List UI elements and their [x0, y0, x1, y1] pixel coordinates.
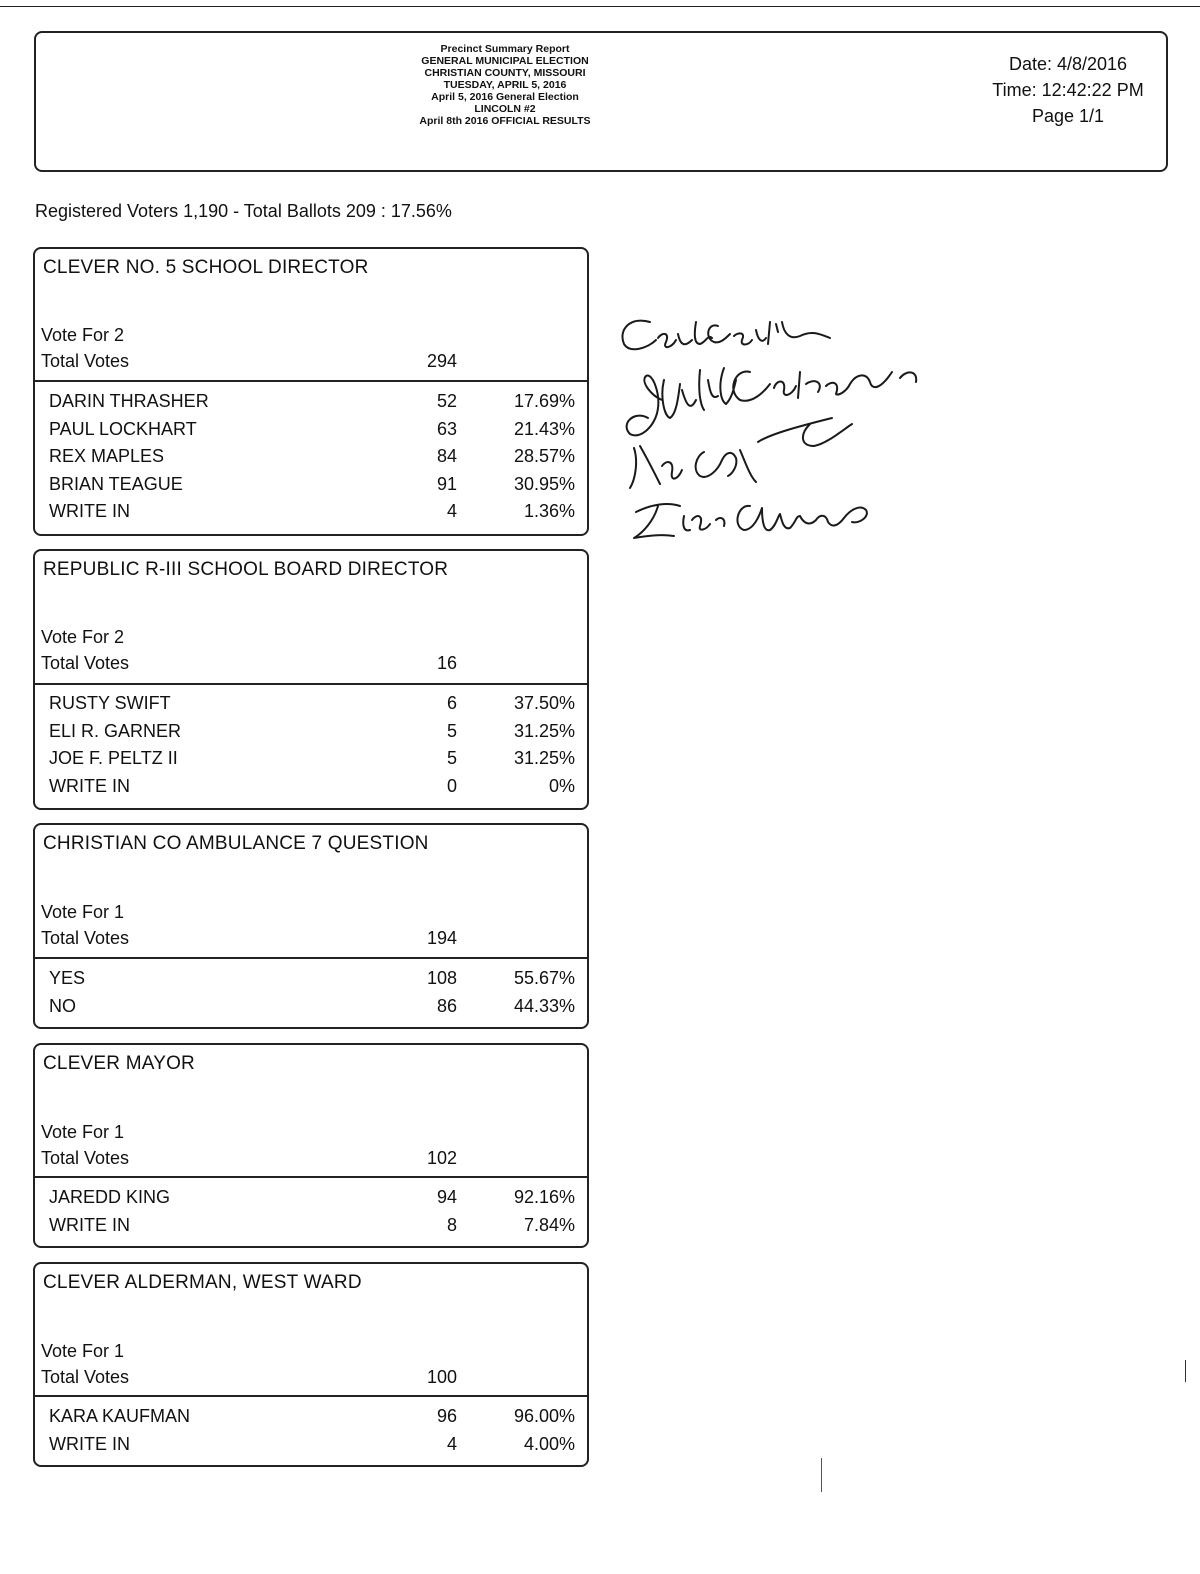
candidate-list	[35, 389, 587, 527]
candidate-name: KARA KAUFMAN	[49, 1406, 191, 1426]
candidate-votes: 94	[436, 1187, 457, 1207]
race-title: CLEVER MAYOR	[43, 1053, 195, 1074]
report-title-line: CHRISTIAN COUNTY, MISSOURI	[424, 67, 586, 79]
race-box	[33, 1262, 589, 1467]
candidate-name: WRITE IN	[49, 1214, 130, 1235]
race-title: REPUBLIC R-III SCHOOL BOARD DIRECTOR	[43, 559, 449, 580]
candidate-percent: 31.25%	[513, 720, 575, 741]
candidate-percent: 1.36%	[523, 501, 575, 521]
candidate-list	[35, 691, 587, 801]
race-vote-for: Vote For 2	[41, 325, 125, 345]
race-total-label: Total Votes	[41, 928, 130, 948]
registration-summary: Registered Voters 1,190 - Total Ballots 209 : 17.56%	[35, 201, 452, 221]
report-time: Time: 12:42:22 PM	[992, 80, 1144, 100]
candidate-row	[35, 472, 587, 500]
report-title-line: TUESDAY, APRIL 5, 2016	[443, 79, 567, 91]
candidate-votes: 4	[446, 1433, 457, 1454]
candidate-row	[35, 691, 587, 719]
signature-stroke	[622, 321, 830, 350]
race-vote-for: Vote For 1	[41, 1341, 125, 1361]
candidate-percent: 55.67%	[513, 968, 575, 988]
candidate-percent: 44.33%	[513, 995, 575, 1016]
handwritten-signatures	[600, 300, 960, 560]
candidate-name: DARIN THRASHER	[49, 391, 209, 411]
candidate-row	[35, 417, 587, 445]
race-total-votes: 194	[426, 928, 457, 948]
candidate-name: BRIAN TEAGUE	[49, 473, 183, 494]
candidate-row	[35, 1185, 587, 1213]
candidate-list	[35, 1404, 587, 1459]
report-header	[34, 31, 1168, 172]
report-date: Date: 4/8/2016	[1008, 54, 1128, 74]
candidate-name: WRITE IN	[49, 501, 130, 521]
signature-stroke	[634, 504, 867, 538]
candidate-name: WRITE IN	[49, 1433, 130, 1454]
candidate-list	[35, 1185, 587, 1240]
report-title-line: April 8th 2016 OFFICIAL RESULTS	[419, 115, 591, 127]
candidate-row	[35, 499, 587, 527]
race-divider	[35, 957, 587, 959]
race-title: CLEVER ALDERMAN, WEST WARD	[43, 1272, 362, 1293]
scan-top-edge	[0, 6, 1200, 7]
candidate-percent: 37.50%	[513, 693, 575, 713]
candidate-row	[35, 1404, 587, 1432]
candidate-votes: 6	[446, 693, 457, 713]
candidate-name: NO	[49, 995, 76, 1016]
candidate-percent: 31.25%	[513, 748, 575, 768]
race-title: CHRISTIAN CO AMBULANCE 7 QUESTION	[43, 833, 429, 854]
candidate-votes: 91	[436, 473, 457, 494]
candidate-votes: 108	[426, 968, 457, 988]
candidate-votes: 63	[436, 418, 457, 439]
candidate-name: YES	[49, 968, 86, 988]
report-title-block	[336, 43, 674, 127]
candidate-name: REX MAPLES	[49, 446, 165, 466]
race-box	[33, 247, 589, 536]
candidate-percent: 96.00%	[513, 1406, 575, 1426]
candidate-name: PAUL LOCKHART	[49, 418, 197, 439]
race-total-label: Total Votes	[41, 351, 130, 371]
candidate-row	[35, 774, 587, 802]
scan-mark	[1185, 1360, 1186, 1382]
candidate-votes: 4	[446, 501, 457, 521]
report-title-line: LINCOLN #2	[474, 103, 536, 115]
race-total-votes: 294	[426, 351, 457, 371]
candidate-name: WRITE IN	[49, 775, 130, 796]
candidate-percent: 0%	[548, 775, 575, 796]
candidate-name: RUSTY SWIFT	[49, 693, 171, 713]
candidate-votes: 5	[446, 720, 457, 741]
race-total-label: Total Votes	[41, 1367, 130, 1387]
candidate-votes: 8	[446, 1214, 457, 1235]
race-total-label: Total Votes	[41, 1148, 130, 1168]
candidate-name: JAREDD KING	[49, 1187, 171, 1207]
race-divider	[35, 1176, 587, 1178]
race-box	[33, 823, 589, 1029]
report-page: Page 1/1	[1031, 106, 1105, 126]
report-title-line: April 5, 2016 General Election	[431, 91, 579, 103]
report-title-line: Precinct Summary Report	[440, 43, 570, 55]
race-box	[33, 1043, 589, 1248]
race-total-votes: 100	[426, 1367, 457, 1387]
candidate-row	[35, 719, 587, 747]
candidate-votes: 96	[436, 1406, 457, 1426]
candidate-percent: 92.16%	[513, 1187, 575, 1207]
candidate-row	[35, 966, 587, 994]
race-divider	[35, 380, 587, 382]
scan-mark	[821, 1458, 822, 1492]
candidate-votes: 52	[436, 391, 457, 411]
candidate-votes: 84	[436, 446, 457, 466]
candidate-name: ELI R. GARNER	[49, 720, 182, 741]
race-total-votes: 16	[436, 653, 457, 673]
candidate-votes: 5	[446, 748, 457, 768]
candidate-row	[35, 746, 587, 774]
race-box	[33, 549, 589, 810]
signature-stroke	[630, 418, 852, 488]
candidate-name: JOE F. PELTZ II	[49, 748, 178, 768]
candidate-votes: 86	[436, 995, 457, 1016]
race-total-label: Total Votes	[41, 653, 130, 673]
race-divider	[35, 683, 587, 685]
candidate-percent: 30.95%	[513, 473, 575, 494]
candidate-percent: 7.84%	[523, 1214, 575, 1235]
candidate-votes: 0	[446, 775, 457, 796]
candidate-row	[35, 389, 587, 417]
race-title: CLEVER NO. 5 SCHOOL DIRECTOR	[43, 257, 369, 278]
candidate-row	[35, 1213, 587, 1241]
race-vote-for: Vote For 2	[41, 627, 125, 647]
candidate-percent: 4.00%	[523, 1433, 575, 1454]
candidate-percent: 17.69%	[513, 391, 575, 411]
candidate-percent: 21.43%	[513, 418, 575, 439]
race-vote-for: Vote For 1	[41, 902, 125, 922]
race-vote-for: Vote For 1	[41, 1122, 125, 1142]
candidate-row	[35, 1432, 587, 1460]
candidate-list	[35, 966, 587, 1021]
candidate-percent: 28.57%	[513, 446, 575, 466]
report-meta	[978, 51, 1158, 129]
candidate-row	[35, 994, 587, 1022]
race-divider	[35, 1395, 587, 1397]
report-title-line: GENERAL MUNICIPAL ELECTION	[421, 55, 589, 67]
candidate-row	[35, 444, 587, 472]
race-total-votes: 102	[426, 1148, 457, 1168]
signature-stroke	[627, 368, 917, 435]
